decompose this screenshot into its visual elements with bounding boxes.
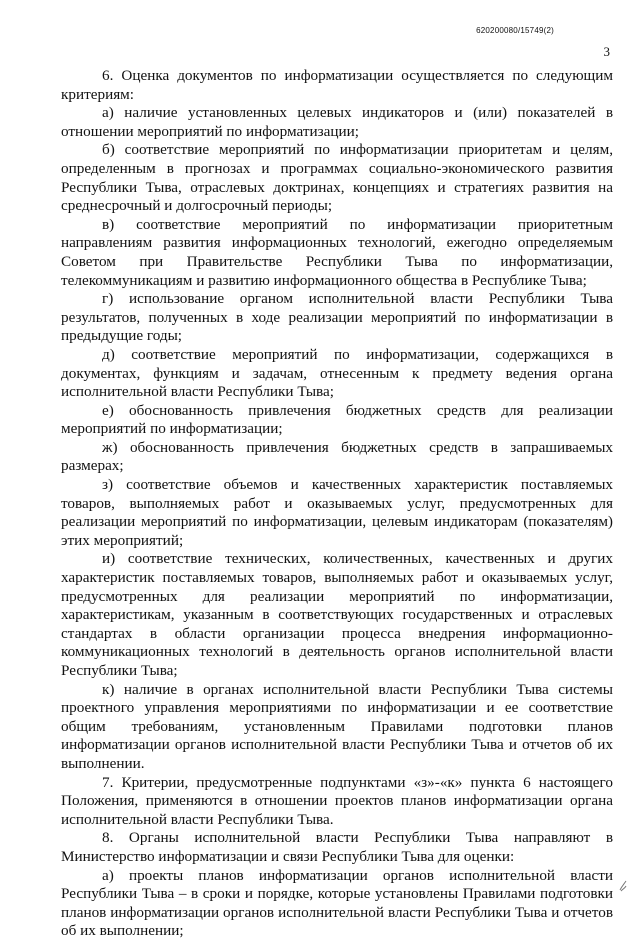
paragraph-6d: д) соответствие мероприятий по информатизации, содержащихся в документах, функциям и задачам, отнесенным к предмету ведения органа исполнительной власти Республики Тыва; (61, 345, 613, 401)
handwritten-mark (618, 880, 628, 895)
paragraph-6i: и) соответствие технических, количественных, качественных и других характеристик поставляемых товаров, выполняемых работ и оказываемых услуг, предусмотренных для реализации мероприятий по информатизации, характеристикам, указанным в соответствующих государственных и отраслевых стандартах в области организации процесса внедрения информационно-коммуникационных технологий в деятельность органов исполнительной власти Республики Тыва; (61, 550, 613, 679)
paragraph-6zh: ж) обоснованность привлечения бюджетных средств в запрашиваемых размерах; (61, 438, 613, 475)
paragraph-6v: в) соответствие мероприятий по информатизации приоритетным направлениям развития информационных технологий, ежегодно определяемым Советом при Правительстве Республики Тыва по информатизации, телекоммуникациям и развитию информационного общества в Республике Тыва; (61, 215, 613, 289)
paragraph-6e: е) обоснованность привлечения бюджетных средств для реализации мероприятий по информатизации; (61, 401, 613, 438)
paragraph-7: 7. Критерии, предусмотренные подпунктами «з»-«к» пункта 6 настоящего Положения, применяются в отношении проектов планов информатизации органа исполнительной власти Республики Тыва. (61, 773, 613, 828)
scribble-icon (618, 880, 628, 892)
paragraph-8: 8. Органы исполнительной власти Республики Тыва направляют в Министерство информатизации и связи Республики Тыва для оценки: (61, 829, 613, 865)
paragraph-6b: б) соответствие мероприятий по информатизации приоритетам и целям, определенным в прогнозах и программах социально-экономического развития Республики Тыва, отраслевых доктринах, концепциях и стратегиях развития на среднесрочный и долгосрочный периоды; (61, 141, 613, 215)
document-body (61, 67, 613, 941)
paragraph-8a: а) проекты планов информатизации органов исполнительной власти Республики Тыва – в сроки и порядке, которые установлены Правилами подготовки планов информатизации органов исполнительной власти Республики Тыва и отчетов об их выполнении; (61, 866, 613, 940)
page-number: 3 (603, 44, 610, 59)
paragraph-6a: а) наличие установленных целевых индикаторов и (или) показателей в отношении мероприятий по информатизации; (61, 104, 613, 140)
document-registration-number: 620200080/15749(2) (476, 26, 554, 35)
paragraph-6z: з) соответствие объемов и качественных характеристик поставляемых товаров, выполняемых работ и оказываемых услуг, предусмотренных для реализации мероприятий по информатизации, целевым индикаторам (показателям) этих мероприятий; (61, 476, 613, 549)
paragraph-6: 6. Оценка документов по информатизации осуществляется по следующим критериям: (61, 67, 613, 103)
paragraph-6k: к) наличие в органах исполнительной власти Республики Тыва системы проектного управления мероприятиями по информатизации и ее соответствие общим требованиям, установленным Правилами подготовки планов информатизации органов исполнительной власти Республики Тыва и отчетов об их выполнении. (61, 680, 613, 772)
paragraph-6g: г) использование органом исполнительной власти Республики Тыва результатов, полученных в ходе реализации мероприятий по информатизации в предыдущие годы; (61, 290, 613, 345)
